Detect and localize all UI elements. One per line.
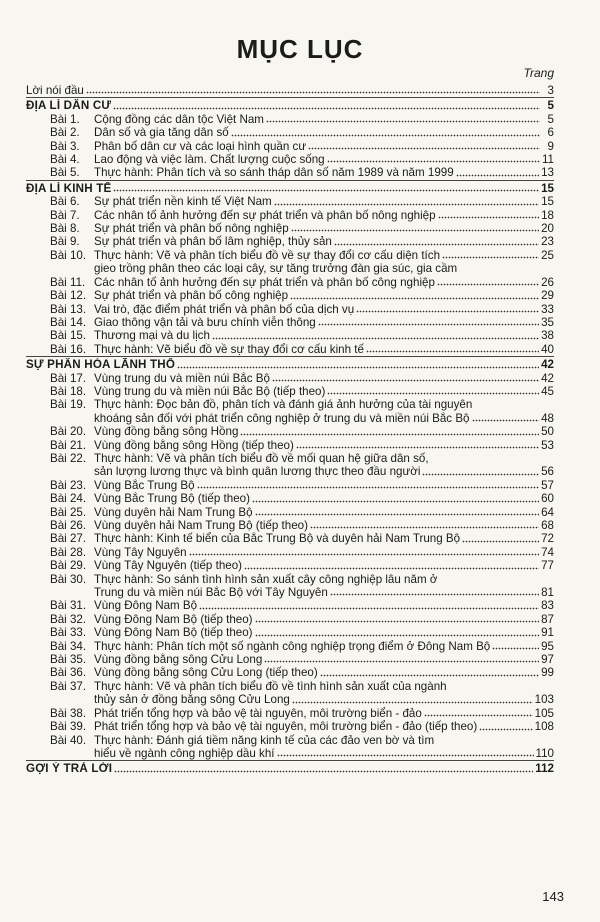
entry-page-number: 68 [541,519,554,532]
lesson-number: Bài 13. [50,302,87,316]
entry-title: Vùng Tây Nguyên [94,545,187,559]
entry-page-number: 103 [534,693,554,707]
dot-leader [472,419,540,422]
toc-entry-row [26,425,554,438]
lesson-number: Bài 10. [50,248,87,262]
toc-section-row [26,180,554,195]
entry-page-number: 15 [541,195,554,209]
section-title: GỢI Ý TRẢ LỜI [26,762,113,776]
dot-leader [231,134,540,137]
entry-title: Sự phát triển và phân bố công nghiệp [94,289,289,303]
toc-entry-row [26,559,554,572]
entry-title: Vùng Đông Nam Bộ [94,599,198,613]
toc-entry-row [26,126,554,139]
entry-page-number: 48 [541,411,554,425]
toc-entry-row [26,506,554,519]
lesson-number: Bài 40. [50,733,87,747]
entry-page-number: 87 [541,612,554,626]
lesson-number: Bài 6. [50,195,80,209]
entry-title: Giao thông vận tải và bưu chính viễn thông [94,315,316,329]
entry-title: Sự phát triển và phân bố lâm nghiệp, thủy sản [94,235,332,249]
entry-title: Dân số và gia tăng dân số [94,126,229,140]
entry-title: Vai trò, đặc điểm phát triển và phân bố của dịch vụ [94,302,355,316]
lesson-number: Bài 27. [50,532,87,546]
entry-page-number: 42 [541,358,554,372]
toc-entry-row [26,289,554,302]
toc-entry-row [26,707,554,720]
entry-title: Vùng trung du và miền núi Bắc Bộ [94,371,270,385]
entry-title: Vùng trung du và miền núi Bắc Bộ (tiếp theo) [94,384,326,398]
dot-leader [334,243,539,246]
section-title: SỰ PHÂN HÓA LÃNH THỔ [26,358,176,372]
toc-entry-row [26,626,554,639]
dot-leader [197,486,540,489]
toc-entry-row [26,140,554,153]
lesson-number: Bài 19. [50,398,87,412]
dot-leader [272,379,539,382]
dot-leader [264,660,539,663]
entry-page-number: 112 [535,762,554,776]
entry-title: Vùng Đông Nam Bộ (tiếp theo) [94,612,253,626]
lesson-number: Bài 7. [50,208,80,222]
table-of-contents [26,84,554,776]
dot-leader [320,674,539,677]
entry-title: Vùng Bắc Trung Bộ (tiếp theo) [94,492,250,506]
entry-title: Phát triển tổng hợp và bảo vệ tài nguyên, môi trường biển - đảo (tiếp theo) [94,720,478,734]
entry-page-number: 60 [541,492,554,506]
lesson-number: Bài 28. [50,545,87,559]
entry-title: gieo trồng phân theo các loại cây, sự tăng trưởng đàn gia súc, gia cầm [94,262,458,276]
lesson-number: Bài 39. [50,720,87,734]
lesson-number: Bài 23. [50,478,87,492]
toc-entry-row [26,303,554,316]
entry-page-number: 108 [534,720,554,734]
toc-entry-row [26,385,554,398]
dot-leader [492,647,539,650]
dot-leader [310,526,539,529]
dot-leader [212,337,539,340]
entry-title: Sự phát triển nền kinh tế Việt Nam [94,195,272,209]
dot-leader [86,91,540,94]
entry-page-number: 74 [541,545,554,559]
dot-leader [252,500,539,503]
entry-page-number: 95 [541,639,554,653]
toc-entry-row [26,613,554,626]
dot-leader [479,728,532,731]
toc-entry-row [26,249,554,262]
lesson-number: Bài 24. [50,492,87,506]
toc-entry-row [26,113,554,126]
entry-title: Vùng đồng bằng sông Hồng [94,425,239,439]
section-title: ĐỊA LÍ KINH TẾ [26,181,112,195]
toc-entry-row [26,693,554,706]
entry-page-number: 15 [541,181,554,195]
lesson-number: Bài 31. [50,599,87,613]
toc-entry-row [26,412,554,425]
dot-leader [462,540,539,543]
toc-entry-row [26,666,554,679]
lesson-number: Bài 35. [50,653,87,667]
section-title: ĐỊA LÍ DÂN CƯ [26,99,112,113]
dot-leader [244,567,539,570]
entry-title: Thực hành: Đọc bản đồ, phân tích và đánh giá ảnh hưởng của tài nguyên [94,398,473,412]
entry-page-number: 45 [541,384,554,398]
dot-leader [255,620,540,623]
entry-title: Sự phát triển và phân bố nông nghiệp [94,222,289,236]
lesson-number: Bài 21. [50,438,87,452]
entry-page-number: 72 [541,532,554,546]
entry-page-number: 13 [541,166,554,180]
lesson-number: Bài 15. [50,329,87,343]
entry-title: Lao động và việc làm. Chất lượng cuộc sống [94,153,325,167]
entry-title: hiểu về ngành công nghiệp dầu khí [94,746,275,760]
dot-leader [290,297,539,300]
dot-leader [356,310,539,313]
dot-leader [240,433,539,436]
dot-leader [437,283,539,286]
lesson-number: Bài 32. [50,612,87,626]
toc-entry-row [26,532,554,545]
lesson-number: Bài 22. [50,451,87,465]
entry-title: Phát triển tổng hợp và bảo vệ tài nguyên, môi trường biển - đảo [94,706,422,720]
toc-entry-row [26,653,554,666]
entry-page-number: 91 [541,626,554,640]
toc-entry-row [26,599,554,612]
lesson-number: Bài 38. [50,706,87,720]
lesson-number: Bài 30. [50,572,87,586]
toc-section-row [26,356,554,371]
lesson-number: Bài 5. [50,166,80,180]
lesson-number: Bài 20. [50,425,87,439]
entry-title: Thực hành: Vẽ và phân tích biểu đồ về sự thay đổi cơ cấu diện tích [94,248,441,262]
entry-page-number: 38 [541,329,554,343]
entry-page-number: 5 [547,99,554,113]
toc-entry-row [26,329,554,342]
toc-entry-row [26,195,554,208]
entry-title: Thực hành: Vẽ và phân tích biểu đồ về tình hình sản xuất của ngành [94,679,447,693]
entry-page-number: 29 [541,289,554,303]
toc-entry-row [26,166,554,179]
toc-entry-row [26,235,554,248]
toc-entry-row [26,492,554,505]
entry-title: Thương mại và du lịch [94,329,210,343]
entry-title: Vùng Đông Nam Bộ (tiếp theo) [94,626,253,640]
dot-leader [114,770,533,773]
entry-page-number: 105 [534,706,554,720]
entry-page-number: 11 [541,153,554,167]
lesson-number: Bài 1. [50,112,80,126]
entry-title: Trung du và miền núi Bắc Bộ với Tây Nguyên [94,586,328,600]
entry-title: Cộng đồng các dân tộc Việt Nam [94,112,264,126]
dot-leader [366,350,539,353]
entry-title: sản lượng lương thực và bình quân lương thực theo đầu người [94,465,421,479]
entry-page-number: 5 [547,112,554,126]
dot-leader [199,607,539,610]
page-number: 143 [542,889,564,904]
toc-entry-row [26,276,554,289]
toc-entry-row [26,316,554,329]
entry-page-number: 9 [547,139,554,153]
entry-page-number: 42 [541,371,554,385]
entry-title: Vùng Bắc Trung Bộ [94,478,195,492]
toc-entry-row [26,586,554,599]
toc-entry-row [26,222,554,235]
entry-page-number: 20 [541,222,554,236]
lesson-number: Bài 14. [50,315,87,329]
dot-leader [277,754,534,757]
dot-leader [274,203,539,206]
entry-page-number: 23 [541,235,554,249]
toc-entry-row [26,640,554,653]
toc-entry-row [26,343,554,356]
lesson-number: Bài 29. [50,559,87,573]
dot-leader [422,473,539,476]
lesson-number: Bài 3. [50,139,80,153]
entry-title: Các nhân tố ảnh hưởng đến sự phát triển và phân bố công nghiệp [94,275,435,289]
entry-title: Vùng Tây Nguyên (tiếp theo) [94,559,243,573]
toc-entry-row [26,372,554,385]
toc-entry-row [26,153,554,166]
entry-page-number: 77 [541,559,554,573]
entry-page-number: 3 [547,84,554,97]
dot-leader [177,366,539,369]
lesson-number: Bài 11. [50,275,86,289]
toc-section-row [26,97,554,112]
lesson-number: Bài 37. [50,679,87,693]
toc-entry-row [26,734,554,747]
lesson-number: Bài 2. [50,126,80,140]
entry-page-number: 99 [541,666,554,680]
entry-title: Vùng đồng bằng sông Cửu Long (tiếp theo) [94,666,318,680]
entry-title: Thực hành: Phân tích một số ngành công nghiệp trọng điểm ở Đông Nam Bộ [94,639,491,653]
toc-entry-row [26,479,554,492]
entry-page-number: 26 [541,275,554,289]
dot-leader [327,392,539,395]
lesson-number: Bài 25. [50,505,87,519]
lesson-number: Bài 34. [50,639,87,653]
dot-leader [438,216,540,219]
entry-page-number: 53 [541,438,554,452]
entry-page-number: 40 [541,342,554,356]
dot-leader [296,446,539,449]
toc-entry-row [26,84,554,97]
entry-title: Vùng duyên hải Nam Trung Bộ (tiếp theo) [94,519,308,532]
lesson-number: Bài 8. [50,222,80,236]
entry-title: Vùng đồng bằng sông Cửu Long [94,653,263,667]
entry-page-number: 56 [541,465,554,479]
toc-entry-row [26,747,554,760]
toc-section-row [26,760,554,775]
entry-page-number: 83 [541,599,554,613]
dot-leader [266,120,540,123]
entry-page-number: 57 [541,478,554,492]
entry-title: Thực hành: So sánh tình hình sản xuất cây công nghiệp lâu năm ở [94,572,438,586]
entry-page-number: 35 [541,315,554,329]
entry-title: Thực hành: Phân tích và so sánh tháp dân số năm 1989 và năm 1999 [94,166,454,180]
entry-title: khoáng sản đối với phát triển công nghiệp ở trung du và miền núi Bắc Bộ [94,411,470,425]
toc-entry-row [26,262,554,275]
page-title: MỤC LỤC [236,34,364,64]
dot-leader [424,714,533,717]
lesson-number: Bài 12. [50,289,87,303]
dot-leader [291,229,539,232]
entry-title: Thực hành: Vẽ và phân tích biểu đồ về mối quan hệ giữa dân số, [94,451,429,465]
dot-leader [327,160,540,163]
lesson-number: Bài 36. [50,666,87,680]
lesson-number: Bài 9. [50,235,80,249]
entry-title: Thực hành: Đánh giá tiềm năng kinh tế của các đảo ven bờ và tìm [94,733,435,747]
entry-title: thủy sản ở đồng bằng sông Cửu Long [94,693,290,707]
lesson-number: Bài 4. [50,153,80,167]
entry-page-number: 18 [541,208,554,222]
lesson-number: Bài 18. [50,384,87,398]
dot-leader [308,147,540,150]
entry-page-number: 33 [541,302,554,316]
entry-title: Thực hành: Kinh tế biển của Bắc Trung Bộ và duyên hải Nam Trung Bộ [94,532,461,546]
dot-leader [318,323,539,326]
toc-entry-row [26,398,554,411]
entry-page-number: 25 [541,248,554,262]
dot-leader [292,701,533,704]
entry-page-number: 97 [541,653,554,667]
entry-page-number: 64 [541,505,554,519]
lesson-number: Bài 17. [50,371,87,385]
entry-title: Thực hành: Vẽ biểu đồ về sự thay đổi cơ cấu kinh tế [94,342,364,356]
entry-title: Vùng duyên hải Nam Trung Bộ [94,505,253,519]
entry-page-number: 6 [547,126,554,140]
dot-leader [189,553,539,556]
dot-leader [255,634,540,637]
entry-title: Vùng đồng bằng sông Hồng (tiếp theo) [94,438,294,452]
toc-entry-row [26,519,554,532]
dot-leader [113,189,539,192]
lesson-number: Bài 26. [50,519,87,532]
toc-entry-row [26,680,554,693]
page-column-label: Trang [523,66,554,80]
entry-title: Các nhân tố ảnh hưởng đến sự phát triển và phân bố nông nghiệp [94,208,436,222]
entry-page-number: 81 [541,586,554,600]
entry-title: Phân bố dân cư và các loại hình quần cư [94,139,307,153]
lesson-number: Bài 16. [50,342,87,356]
lesson-number: Bài 33. [50,626,87,640]
entry-title: Lời nói đầu [26,84,84,97]
toc-entry-row [26,439,554,452]
dot-leader [113,107,540,110]
toc-entry-row [26,573,554,586]
dot-leader [456,174,539,177]
toc-entry-row [26,452,554,465]
entry-page-number: 110 [535,746,554,760]
toc-entry-row [26,465,554,478]
entry-page-number: 50 [541,425,554,439]
dot-leader [330,593,539,596]
dot-leader [255,513,540,516]
toc-entry-row [26,720,554,733]
toc-entry-row [26,209,554,222]
toc-entry-row [26,546,554,559]
dot-leader [442,256,539,259]
